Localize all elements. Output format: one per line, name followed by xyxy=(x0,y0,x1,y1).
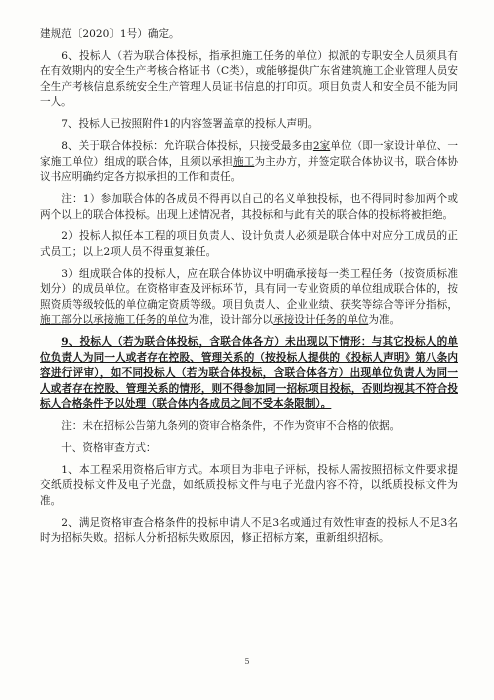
underlined-construction: 施工部分以 xyxy=(40,314,93,327)
paragraph-review-1: 1、本工程采用资格后审方式。本项目为非电子评标，投标人需按照招标文件要求提交纸质投标文件及电子光盘，如纸质投标文件与电子光盘内容不符，以纸质投标文件为准。 xyxy=(40,463,458,507)
underlined-construction-unit: 承接施工任务的单位 xyxy=(92,314,189,327)
section-heading: 十、资格审查方式： xyxy=(61,442,157,455)
paragraph-item-7: 7、投标人已按照附件1的内容签署盖章的投标人声明。 xyxy=(61,118,319,131)
note-1: 注：1）参加联合体的各成员不得再以自己的名义单独投标，也不得同时参加两个或两个以上的联合体投标。出现上述情况者，其投标和与此有关的联合体的投标将被拒绝。 xyxy=(40,193,458,221)
underlined-design-unit: 承接设计任务的单位 xyxy=(273,314,369,327)
paragraph-review-2: 2、满足资格审查合格条件的投标申请人不足3名或通过有效性审查的投标人不足3名时为招标失败。招标人分析招标失败原因，修正招标方案，重新组织招标。 xyxy=(40,516,458,545)
emphasized-clause: 9、投标人（若为联合体投标，含联合体各方）未出现以下情形：与其它投标人的单位负责人为同一人或者存在控股、管理关系的（按投标人提供的《投标人声明》第八条内容进行评审），如不同投标人（若为联合体投标，含联合体各方）出现单位负责人为同一人或者存在控股、管理关系的情形，则不得参加同一招标项目投标，否则均视其不符合投标人合格条件予以处理（联合体内各成员之间不受本条限制）。 xyxy=(40,336,458,411)
underlined-count: 2家 xyxy=(312,140,331,153)
note-3: 3）组成联合体的投标人，应在联合体协议中明确承接每一类工程任务（按资质标准划分）的成员单位。在资格审查及评标环节，具有同一专业资质的单位组成联合体的，按照资质等级较低的单位确定资质等级。项目负责人、企业业绩、获奖等综合等评分指标，施工部分以承接施工任务的单位为准，设计部分以承接设计任务的单位为准。 xyxy=(40,267,458,327)
paragraph-item-6: 6、投标人（若为联合体投标，指承担施工任务的单位）拟派的专职安全人员须具有在有效期内的安全生产考核合格证书（C类），或能够提供广东省建筑施工企业管理人员安全生产考核信息系统安全生产管理人员证书信息的打印页。项目负责人和安全员不能为同一人。 xyxy=(40,49,458,109)
paragraph-item-9 xyxy=(40,335,458,413)
paragraph-item-8: 8、关于联合体投标：允许联合体投标，只接受最多由2家单位（即一家设计单位、一家施工单位）组成的联合体，且须以承担施工为主办方，并签定联合体协议书，联合体协议书应明确约定各方拟承担的工作和责任。 xyxy=(40,140,459,184)
note-unlisted: 注：未在招标公告第九条列的资审合格条件，不作为资审不合格的依据。 xyxy=(61,420,401,433)
paragraph-continuation: 建规范〔2020〕1号）确定。 xyxy=(40,28,180,40)
note-2: 2）投标人拟任本工程的项目负责人、设计负责人必须是联合体中对应分工成员的正式员工；以上2项人员不得重复兼任。 xyxy=(40,230,458,258)
underlined-lead-party: 施工 xyxy=(232,155,255,168)
page-number: 5 xyxy=(244,657,250,666)
document-body xyxy=(40,27,458,553)
